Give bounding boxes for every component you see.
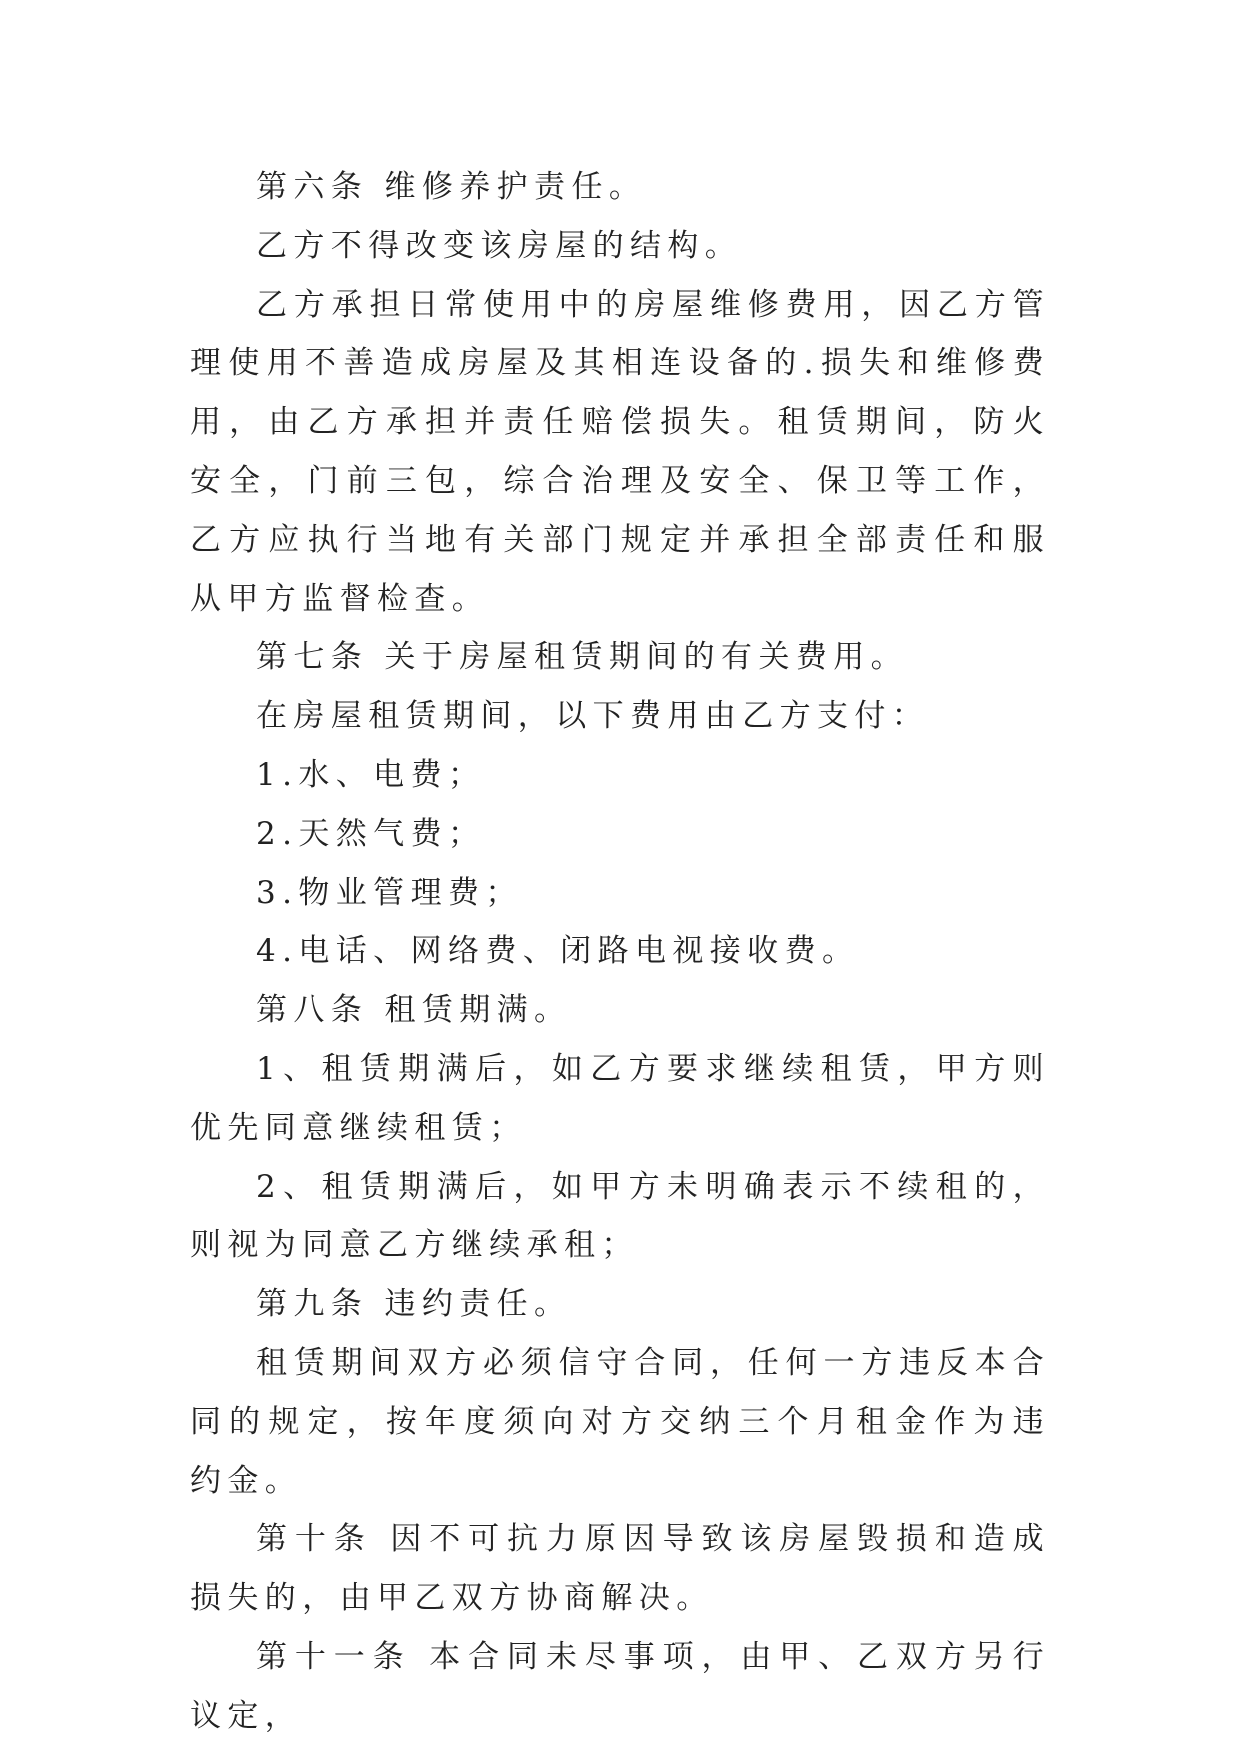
- article-10: 第十条 因不可抗力原因导致该房屋毁损和造成损失的，由甲乙双方协商解决。: [190, 1521, 1050, 1617]
- paragraph-maintenance: 乙方承担日常使用中的房屋维修费用，因乙方管理使用不善造成房屋及其相连设备的.损失和维修费用，由乙方承担并责任赔偿损失。租赁期间，防火安全，门前三包，综合治理及安全、保卫等工作，乙方应执行当地有关部门规定并承担全部责任和服从甲方监督检查。: [190, 286, 1050, 617]
- paragraph-structure: 乙方不得改变该房屋的结构。: [256, 227, 743, 264]
- fee-item-1: 1.水、电费；: [256, 756, 486, 793]
- lease-expiry-item-1: 1、租赁期满后，如乙方要求继续租赁，甲方则优先同意继续租赁；: [190, 1050, 1050, 1146]
- article-9-heading: 第九条 违约责任。: [256, 1286, 572, 1323]
- article-6-heading: 第六条 维修养护责任。: [256, 169, 647, 205]
- article-7-heading: 第七条 关于房屋租赁期间的有关费用。: [256, 639, 909, 676]
- article-11: 第十一条 本合同未尽事项，由甲、乙双方另行议定，: [190, 1638, 1050, 1734]
- lease-expiry-item-2: 2、租赁期满后，如甲方未明确表示不续租的，则视为同意乙方继续承租；: [190, 1168, 1050, 1264]
- fee-item-4: 4.电话、网络费、闭路电视接收费。: [256, 933, 860, 970]
- paragraph-breach: 租赁期间双方必须信守合同，任何一方违反本合同的规定，按年度须向对方交纳三个月租金作为违约金。: [190, 1344, 1050, 1499]
- fee-item-3: 3.物业管理费；: [256, 874, 523, 911]
- fee-item-2: 2.天然气费；: [256, 815, 486, 852]
- paragraph-fees-intro: 在房屋租赁期间，以下费用由乙方支付：: [256, 698, 930, 735]
- document-body: [190, 158, 1050, 1746]
- article-8-heading: 第八条 租赁期满。: [256, 992, 572, 1029]
